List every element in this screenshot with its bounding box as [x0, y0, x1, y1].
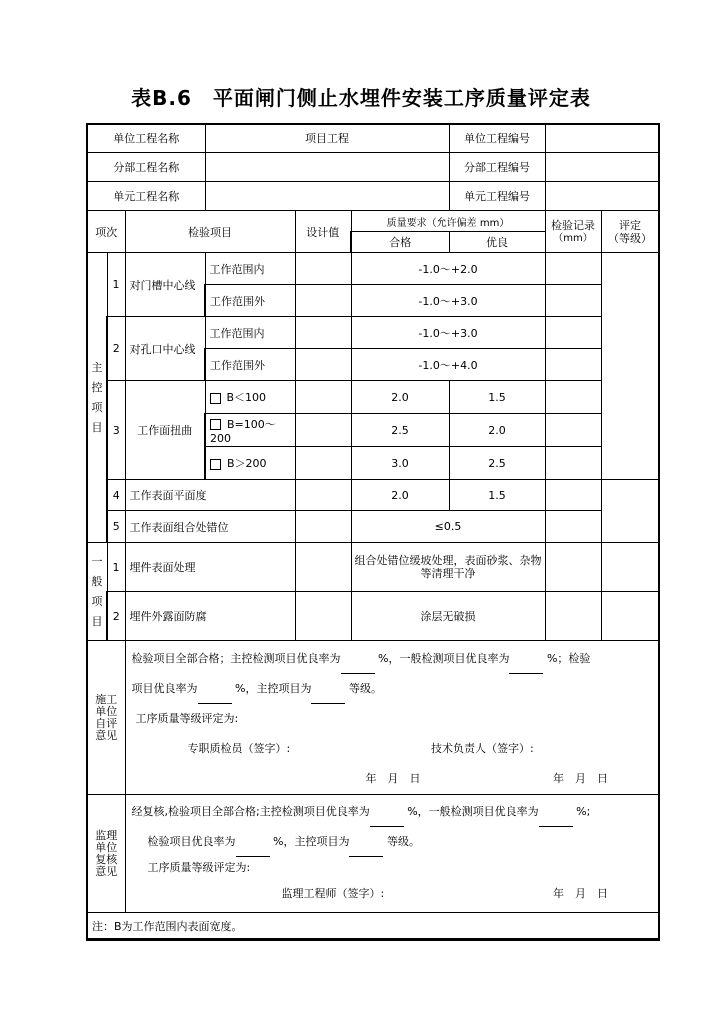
checkbox-icon[interactable] — [210, 393, 221, 404]
qualified-value: 2.0 — [351, 381, 449, 414]
engineer-signature[interactable]: 监理工程师（签字）: — [281, 887, 385, 900]
col-qualified: 合格 — [351, 232, 449, 253]
design-value-cell[interactable] — [295, 253, 351, 285]
tolerance-value: -1.0～+3.0 — [351, 285, 545, 317]
col-record — [545, 211, 601, 253]
main-rate-blank[interactable] — [370, 815, 404, 827]
item-name: 埋件外露面防腐 — [125, 592, 295, 641]
sub-item-label: B＜100 — [226, 391, 267, 404]
rating-cell[interactable] — [601, 543, 659, 592]
table-note: 注：B为工作范围内表面宽度。 — [87, 913, 659, 939]
tech-lead-signature[interactable]: 技术负责人（签字）: — [431, 742, 534, 755]
rating-cell[interactable] — [601, 253, 659, 480]
element-project-no-label: 单元工程编号 — [449, 182, 545, 211]
excellent-value: 1.5 — [449, 381, 545, 414]
design-value-cell[interactable] — [295, 381, 351, 414]
design-value-cell[interactable] — [295, 543, 351, 592]
sub-project-no-label: 分部工程编号 — [449, 153, 545, 182]
item-no: 3 — [107, 381, 125, 480]
item-no: 2 — [107, 592, 125, 641]
rating-cell-blank[interactable] — [601, 480, 659, 543]
item-no: 1 — [107, 543, 125, 592]
record-cell[interactable] — [545, 447, 601, 480]
main-control-label: 主 控 项 目 — [87, 253, 107, 543]
page-title: 表B.6 平面闸门侧止水埋件安装工序质量评定表 — [131, 86, 591, 110]
qualified-value: 2.5 — [351, 414, 449, 447]
design-value-cell[interactable] — [295, 511, 351, 543]
item-no: 5 — [107, 511, 125, 543]
unit-project-no-value[interactable] — [545, 124, 659, 153]
inspector-signature[interactable]: 专职质检员（签字）: — [187, 742, 291, 755]
record-cell[interactable] — [545, 381, 601, 414]
item-name: 工作表面组合处错位 — [125, 511, 295, 543]
record-cell[interactable] — [545, 349, 601, 381]
excellent-value: 2.0 — [449, 414, 545, 447]
sub-item-checkbox[interactable] — [205, 414, 295, 447]
element-project-value[interactable] — [205, 182, 449, 211]
sub-item: 工作范围内 — [205, 253, 295, 285]
col-excellent: 优良 — [449, 232, 545, 253]
col-rating-sub: （等级） — [608, 231, 652, 245]
design-value-cell[interactable] — [295, 447, 351, 480]
sub-project-no-value[interactable] — [545, 153, 659, 182]
design-value-cell[interactable] — [295, 285, 351, 317]
item-name: 对孔口中心线 — [125, 317, 205, 381]
col-record-unit: （mm） — [553, 232, 593, 244]
requirement-text: 组合处错位缓坡处理，表面砂浆、杂物等清理干净 — [351, 543, 545, 592]
item-name: 对门槽中心线 — [125, 253, 205, 317]
sub-item-label: B=100～200 — [210, 417, 276, 445]
rating-cell[interactable] — [601, 592, 659, 641]
sub-item-label: B＞200 — [227, 457, 267, 470]
record-cell[interactable] — [545, 592, 601, 641]
unit-project-no-label: 单位工程编号 — [449, 124, 545, 153]
item-rate-blank[interactable] — [236, 845, 270, 857]
tolerance-value: -1.0～+2.0 — [351, 253, 545, 285]
tolerance-value: -1.0～+4.0 — [351, 349, 545, 381]
unit-project-label: 单位工程名称 — [87, 124, 205, 153]
contractor-label: 施工 单位 自评 意见 — [87, 641, 125, 795]
element-project-label: 单元工程名称 — [87, 182, 205, 211]
item-no: 2 — [107, 317, 125, 381]
sub-project-label: 分部工程名称 — [87, 153, 205, 182]
col-quality-req: 质量要求（允许偏差 mm） — [351, 211, 545, 232]
item-no: 1 — [107, 253, 125, 317]
record-cell[interactable] — [545, 285, 601, 317]
record-cell[interactable] — [545, 480, 601, 511]
sub-item-checkbox[interactable] — [205, 447, 295, 480]
sub-item: 工作范围外 — [205, 349, 295, 381]
general-rate-blank[interactable] — [509, 662, 543, 674]
record-cell[interactable] — [545, 253, 601, 285]
col-rating — [601, 211, 659, 253]
date-field[interactable]: 年 月 日 — [553, 887, 608, 900]
record-cell[interactable] — [545, 511, 601, 543]
date-field[interactable]: 年 月 日 — [553, 772, 608, 785]
item-no: 4 — [107, 480, 125, 511]
excellent-value: 1.5 — [449, 480, 545, 511]
grade-line: 工序质量等级评定为: — [147, 861, 251, 874]
tolerance-value: -1.0～+3.0 — [351, 317, 545, 349]
tolerance-value: ≤0.5 — [351, 511, 545, 543]
checkbox-icon[interactable] — [210, 419, 221, 430]
checkbox-icon[interactable] — [210, 459, 221, 470]
design-value-cell[interactable] — [295, 414, 351, 447]
unit-project-value[interactable]: 项目工程 — [205, 124, 449, 153]
col-inspect-item: 检验项目 — [125, 211, 295, 253]
general-label: 一 般 项 目 — [87, 543, 107, 641]
design-value-cell[interactable] — [295, 592, 351, 641]
supervisor-opinion: 经复核,检验项目全部合格;主控检测项目优良率为 %，一般检测项目优良率为 %; 检验项目优良率为 %，主控项目为 等级。 工序质量等级评定为: 监理工程师（签字）: 年 月 日 — [125, 795, 659, 913]
col-record-label: 检验记录 — [551, 218, 595, 232]
grade-line: 工序质量等级评定为: — [135, 712, 239, 725]
main-grade-blank[interactable] — [349, 845, 383, 857]
excellent-value: 2.5 — [449, 447, 545, 480]
col-rating-label: 评定 — [619, 218, 641, 232]
supervisor-label: 监理 单位 复核 意见 — [87, 795, 125, 913]
qualified-value: 3.0 — [351, 447, 449, 480]
item-rate-blank[interactable] — [198, 692, 232, 704]
col-item-no: 项次 — [87, 211, 125, 253]
sub-project-value[interactable] — [205, 153, 449, 182]
sub-item-checkbox[interactable] — [205, 381, 295, 414]
item-name: 埋件表面处理 — [125, 543, 295, 592]
contractor-opinion: 检验项目全部合格；主控检测项目优良率为 %，一般检测项目优良率为 %；检验 项目优良率为 %，主控项目为 等级。 工序质量等级评定为: 专职质检员（签字）: 技术负责人（签字）: 年 月 日 年 月 日 — [125, 641, 659, 795]
design-value-cell[interactable] — [295, 317, 351, 349]
sub-item: 工作范围外 — [205, 285, 295, 317]
main-grade-blank[interactable] — [311, 692, 345, 704]
general-rate-blank[interactable] — [539, 815, 573, 827]
quality-evaluation-table — [86, 123, 660, 939]
design-value-cell[interactable] — [295, 480, 351, 511]
design-value-cell[interactable] — [295, 349, 351, 381]
col-design-value: 设计值 — [295, 211, 351, 253]
main-rate-blank[interactable] — [341, 662, 375, 674]
item-name: 工作表面平面度 — [125, 480, 295, 511]
qualified-value: 2.0 — [351, 480, 449, 511]
record-cell[interactable] — [545, 414, 601, 447]
date-field[interactable]: 年 月 日 — [365, 772, 421, 785]
element-project-no-value[interactable] — [545, 182, 659, 211]
item-name: 工作面扭曲 — [125, 381, 205, 480]
requirement-text: 涂层无破损 — [351, 592, 545, 641]
record-cell[interactable] — [545, 543, 601, 592]
sub-item: 工作范围内 — [205, 317, 295, 349]
record-cell[interactable] — [545, 317, 601, 349]
